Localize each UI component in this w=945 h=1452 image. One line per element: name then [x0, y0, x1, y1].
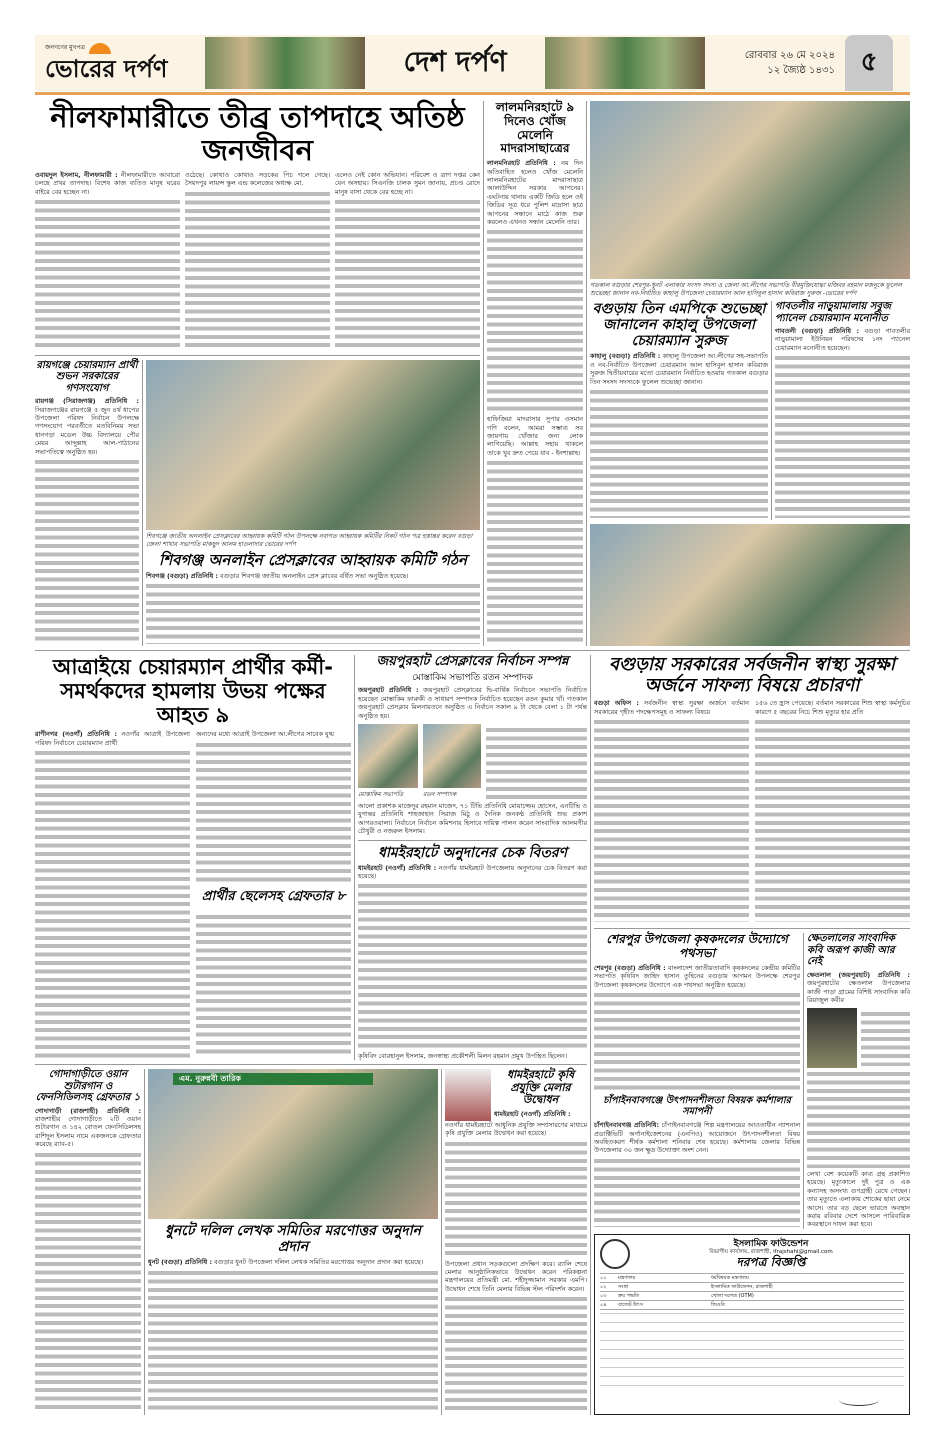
left-block [35, 101, 480, 646]
article-shibganj: শিবগঞ্জ (বগুড়া) প্রতিনিধি : বগুড়ার শিবগঞ্জ জাতীয় অনলাইন প্রেস ক্লাবের বর্ধিত সভা অনুষ্ঠিত হয়েছে। [146, 572, 480, 646]
bottom-right-block [594, 655, 910, 1415]
article-godagari: গোদাগাড়ী (রাজশাহী) প্রতিনিধি : রাজশাহীর গোদাগাড়ীতে ২টি ওয়ান শুটারগান ও ১৪২ বোতল ফেনসিডিলসহ রাশিদুল ইসলাম নামে একজনকে গ্রেফতার করেছে র‌্যাব-৫। [35, 1107, 141, 1416]
headline-dhunat: ধুনটে দলিল লেখক সমিতির মরণোত্তর অনুদান প্রদান [165, 1223, 421, 1256]
raiganj-block [35, 360, 139, 646]
date-gregorian: রোববার ২৬ মে ২০২৪ [744, 50, 835, 61]
headline-bogura-health: বগুড়ায় সরকারের সর্বজনীন স্বাস্থ্য সুরক্ষা অর্জনে সাফল্য বিষয়ে প্রচারণা [609, 654, 895, 696]
article-lalmonirhat: লালমনিরহাট প্রতিনিধি : নয় দিন অতিবাহিত হলেও খোঁজ মেলেনি লালমনিরহাটের মাদরাসাছাত্র আলাউদ্দিন সরকার আপনের। এঘটনায় থানায় একটি জিডি হলে ওই জিডির সূত্র ধরে পুলিশ মাদ্রাসা ছাত্র আপনের সন্ধানে মাঠে কাজ শুরু করলেও এখনও সন্ধান মেলেনি তার। হাফিজিয়া মাদরাসার সুপার ওসমান গণি বলেন, আমরা সম্ভাব্য সব জায়গায় খোঁজার জন্য লোক লাগিয়েছি। আল্লাহ সহায় থাকলে তাকে খুব দ্রুত পেয়ে যাব - ইনশাল্লাহ। [487, 159, 583, 646]
article-sherpur: শেরপুর (বগুড়া) প্রতিনিধি : বাংলাদেশ জাতীয়তাবাদি কৃষকদলের কেন্দ্রীয় কমিটির সভাপতি কৃষিবিদ জাহিদ হাসান তুহিনের বগুড়ায় আগমন উপলক্ষে শেরপুর উপজেলা কৃষকদলের উদ্যোগে এক পথসভা অনুষ্ঠিত হয়েছে। [594, 964, 800, 1093]
headline-chapai: চাঁপাইনবাবগঞ্জে উৎপাদনশীলতা বিষয়ক কর্মশালার সমাপনী [603, 1095, 791, 1118]
photo-dhunat-event [148, 1069, 438, 1219]
paper-logo: ভোরের দর্পণ [45, 53, 168, 83]
header-photo-farm [545, 37, 705, 89]
headline-godagari: গোদাগাড়ীতে ওয়ান শুটারগান ও ফেনসিডিলসহ গ্রেফতার ১ [35, 1069, 141, 1103]
headline-raiganj: রায়গঞ্জে চেয়ারম্যান প্রার্থী শুভন সরকারের গণসংযোগ [36, 359, 138, 394]
photo-secretary [423, 724, 481, 788]
article-gabtali: গাবতলী (বগুড়া) প্রতিনিধি : বগুড়া গাবতলীর নাড়ুয়ামালা ইউনিয়ন পরিষদের ১নং প্যানেল চেয়ারম্যান মনোনীত হয়েছেন। [775, 327, 910, 520]
foundation-seal-icon [600, 1239, 630, 1269]
divider [483, 101, 484, 646]
atrai-block [35, 655, 351, 1060]
divider [144, 1069, 145, 1415]
photo-caption: রতন সম্পাদক [423, 790, 457, 798]
photo-caption: গতকাল বগুড়ার শেরপুর-ধুনট এলাকার সংসদ সদস্য ও জেলা আ.লীগের সভাপতি বীরমুক্তিযোদ্ধা মজিবর রহমান মজনুকে ফুলেল শুভেচ্ছা জানান নব-নির্বাচিত কাহালু উপজেলা চেয়ারম্যান আল হাসিবুল হাসান কবিরাজ সুরুজ -ভোরের দর্পণ [590, 282, 902, 297]
kahalu-block [590, 301, 768, 520]
tender-title: দরপত্র বিজ্ঞপ্তি [736, 1255, 806, 1270]
headline-dhamoirhat-fair: ধামইরহাটে কৃষি প্রযুক্তি মেলার উদ্বোধন [506, 1068, 575, 1107]
article-dhamoirhat-cheque: ধামইরহাট (নওগাঁ) প্রতিনিধি : নওগাঁর ধামইরহাট উপজেলায় অনুদানের চেক বিতরণ করা হয়েছে। কৃষিবিদ বোরহানুল ইসলাম, জনস্বাস্থ্য প্রকৌশলী মিলন রহমান প্রমুখ উপস্থিত ছিলেন। [358, 863, 587, 1060]
shibganj-block [146, 360, 480, 646]
divider [35, 1064, 587, 1065]
article-raiganj: রায়গঞ্জ (সিরাজগঞ্জ) প্রতিনিধি : সিরাজগঞ্জের রায়গঞ্জে ৫ জুন ৪র্থ ধাপের উপজেলা পরিষদ নির্বাচন উপলক্ষে গণসংযোগ পরবর্তীতে মতবিনিময় সভা ধানগড়া মডেল উচ্চ বিদ্যালয়ে পৌর মেয়র আব্দুল্লাহ আল-পাঠানের সভাপতিত্বে অনুষ্ঠিত হয়। [35, 397, 139, 646]
photo-minister [445, 1069, 491, 1121]
bottom-left-block [35, 655, 587, 1415]
tender-row: ০১ মন্ত্রণালয় ধর্মবিষয়ক মন্ত্রণালয় [600, 1274, 904, 1283]
photo-football-team [590, 524, 910, 646]
joypurhat-block [358, 655, 587, 1060]
masthead-band [35, 35, 910, 91]
article-bogura-health-col1: বগুড়া অফিস : সর্বজনীন স্বাস্থ্য সুরক্ষা অর্জনে বর্তমান সরকারের গৃহীত পদক্ষেপসমূহ ও সাফল্য বিষয়ে [594, 699, 749, 924]
tender-table-rest [600, 1310, 904, 1390]
gabtali-block [775, 301, 910, 520]
divider [358, 840, 587, 841]
divider [803, 933, 804, 1228]
tender-row: ০২ সংস্থা ইসলামিক ফাউন্ডেশন, রাজশাহী [600, 1283, 904, 1292]
headline-khetlal: ক্ষেতলালের সাংবাদিক কবি অরূপ কাজী আর নেই [807, 933, 895, 968]
article-text-block [486, 724, 587, 802]
article-text-block [861, 1008, 910, 1068]
dhunat-block [148, 1069, 438, 1415]
headline-gabtali: গাবতলীর নাড়ুয়ামালায় সবুজ প্যানেল চেয়ারম্যান মনোনীত [775, 301, 891, 324]
subhead-joypurhat: মোস্তাকিম সভাপতি রতন সম্পাদক [412, 672, 533, 683]
event-banner: এম. নুরুন্নবী তারিক [173, 1073, 373, 1085]
sun-logo-icon [89, 43, 111, 54]
subhead-atrai: প্রার্থীর ছেলেসহ গ্রেফতার ৮ [201, 889, 346, 905]
photo-caption: মোস্তাকিম সভাপতি [358, 790, 404, 798]
divider [354, 655, 355, 1060]
tender-subtitle: বিভাগীয় কার্যালয়, রাজশাহী, ifrajshahi@gmail.com [709, 1249, 833, 1256]
section-title: দেশ দর্পণ [403, 44, 507, 78]
article-nilphamari-col1: ওবায়দুল ইসলাম, নীলফামারী : নীলফামারীতে আবারো চলছে প্রখর তাপদাহ। বিশেষ কাজ ব্যতিত মানুষ ঘরের বাইরে বের হচ্ছেন না। [35, 171, 180, 351]
photo-greeting-mp [590, 101, 910, 279]
headline-shibganj: শিবগঞ্জ অনলাইন প্রেসক্লাবের আহ্বায়ক কমিটি গঠন [159, 550, 467, 569]
article-atrai-col2: অন্যদের মধ্যে আত্রাই উপজেলা আ.লীগের সাবেক যুগ্ম প্রার্থীর ছেলেসহ গ্রেফতার ৮ [196, 730, 351, 1060]
photo-poet [807, 1008, 857, 1068]
paper-logo-block [45, 43, 195, 84]
headline-atrai: আত্রাইয়ে চেয়ারম্যান প্রার্থীর কর্মী-সমর্থকদের হামলায় উভয় পক্ষের আহত ৯ [53, 655, 333, 728]
photo-president [358, 724, 418, 788]
tender-table [600, 1273, 904, 1390]
lalmonirhat-block [487, 101, 583, 646]
article-dhamoirhat-fair: নওগাঁর ধামইরহাটে আধুনিক প্রযুক্তি সম্প্রসারণের মাধ্যমে কৃষি প্রযুক্তি মেলার উদ্বোধন করা হয়েছে। উপজেলা প্রধান সড়কগুলো প্রদক্ষিণ করে। র‌্যালি শেষে মেলার আনুষ্ঠানিকভাবে উদ্বোধন করেন পরিকল্পনা মন্ত্রণালয়ের প্রতিমন্ত্রী মো. শহীদুজ্জামান সরকার এমপি। উদ্বোধন শেষে তিনি মেলার বিভিন্ন স্টল পরিদর্শন করেন। [445, 1121, 587, 1415]
date-bangla: ১২ জ্যৈষ্ঠ ১৪৩১ [767, 65, 835, 76]
headline-sherpur: শেরপুর উপজেলা কৃষকদলের উদ্যোগে পথসভা [606, 932, 788, 961]
tagline: জনগণের মুখপত্র [45, 44, 85, 51]
header-photo-collage [205, 37, 365, 89]
article-text-block [807, 1068, 910, 1171]
article-khetlal: ক্ষেতলাল (জয়পুরহাট) প্রতিনিধি : জয়পুরহাটের ক্ষেতলাল উপজেলার কাজী পাড়া গ্রামের বিশিষ্ট সাংবাদিক কবি রিয়াজুল কবীর [807, 970, 910, 1005]
divider [771, 301, 772, 520]
article-kahalu: কাহালু (বগুড়া) প্রতিনিধি : কাহালু উপজেলা আ.লীগের সহ-সভাপতি ও নব-নির্বাচিত উপজেলা চেয়ারম্যান আল হাসিবুল হাসান কবিরাজ সুরুজ দ্বিতীয়বারের মতো চেয়ারম্যান নির্বাচিত হওয়ায় গতকাল বগুড়ার তিন সংসদ সদস্যকে ফুলেল শুভেচ্ছা জানান। [590, 352, 768, 520]
article-dhunat: ধুনট (বগুড়া) প্রতিনিধি : বগুড়ার ধুনট উপজেলা দলিল লেখক সমিতির মরণোত্তর অনুদান প্রদান করা হয়েছে। [148, 1258, 438, 1415]
tender-row: ০৪ বাজেট উৎস জিওবি [600, 1301, 904, 1310]
article-dhamoirhat-fair-byline: ধামইরহাট (নওগাঁ) প্রতিনিধি : [494, 1109, 571, 1118]
article-bogura-health-col2: ১৫৬ তে হ্রাস পেয়েছে। বর্তমান সরকারের শিশু স্বাস্থ্য কর্মসূচির কারণে ৫ বছরের নিচে শিশু মৃত্যুর হার প্রতি [755, 699, 910, 924]
divider [594, 928, 910, 929]
right-block [590, 101, 910, 646]
godagari-block [35, 1069, 141, 1415]
header-rule [35, 92, 910, 95]
divider [586, 101, 587, 646]
tender-org: ইসলামিক ফাউন্ডেশন [733, 1238, 809, 1249]
divider [142, 360, 143, 646]
divider [590, 655, 591, 1415]
article-joypurhat: জয়পুরহাট প্রতিনিধি : জয়পুরহাট প্রেসক্লাবের দ্বি-বার্ষিক নির্বাচনে সভাপতি নির্বাচিত হয়েছেন মোস্তাকিম ফারুকী ও সাধারণ সম্পাদক নির্বাচিত হয়েছেন রতন কুমার খাঁ। গতকাল জয়পুরহাট প্রেসক্লাব মিলনায়তনে অনুষ্ঠিত এ নির্বাচন সকাল ৯ টা থেকে বেলা ১ টা পর্যন্ত অনুষ্ঠিত হয়। [358, 686, 587, 720]
headline-lalmonirhat: লালমনিরহাটে ৯ দিনেও খোঁজ মেলেনি মাদরাসাছাত্রের [495, 100, 575, 156]
band-top [35, 101, 910, 646]
article-atrai-col1: রাণীনগর (নওগাঁ) প্রতিনিধি : নওগাঁর আত্রাই উপজেলা পরিষদ নির্বাচনে চেয়ারম্যান প্রার্থী [35, 730, 190, 1060]
signature-icon [839, 1394, 879, 1406]
headline-dhamoirhat-cheque: ধামইরহাটে অনুদানের চেক বিতরণ [377, 844, 568, 861]
date [715, 48, 835, 78]
article-khetlal-tail: লেখা বেশ কয়েকটি কাব্য গ্রন্থ প্রকাশিত হয়েছে। মৃত্যুকালে দুই পুত্র ও এক কন্যাসহ অসংখ্য গুণগ্রাহী রেখে গেছেন। তার মৃত্যুতে এলাকায় শোকের ছায়া নেমে আসে। তার বড় ছেলে ভারতে অবস্থান করায় রবিবার দেশে আসলে পারিবারিক কবরস্থানে দাফন করা হবে। [807, 1170, 910, 1229]
article-joypurhat-tail: আলো প্রকাশক মাজেদুর রহমান মাজেদ, ৭১ টিভি প্রতিনিধি মোয়াজ্জেম হোসেন, এনটিভি ও যুগান্তর প্রতিনিধি শাহজাহান সিরাজ মিঠু ও দৈনিক জনকণ্ঠ প্রতিনিধি শুভ প্রকাশ আগরওয়ালা। নির্বাচনে নির্বাচন কমিশনার হিসাবে দায়িত্ব পালন করেন সাংবাদিক আলমগীর চৌধুরী ও নজরুল ইসলাম। [358, 801, 587, 836]
khetlal-block [807, 933, 910, 1228]
band-bottom [35, 655, 910, 1415]
tender-row: ০৩ ক্রয় পদ্ধতি খোলা দরপত্র (OTM) [600, 1292, 904, 1301]
photo-caption: শিবগঞ্জে জাতীয় অনলাইন প্রেসক্লাবের আহ্বায়ক কমিটি গঠন উপলক্ষে নবাগত আহ্বায়ক কমিটির নিকট গঠন পত্র হস্তান্তর করেন বগুড়া জেলা শাখার সভাপতি মাকছুদ আলম হাওলাদার ভোরের দর্পণ [146, 532, 473, 548]
article-chapai: চাঁপাইনবাবগঞ্জ প্রতিনিধি: চাঁপাইনবাবগঞ্জে শিল্প মন্ত্রণালয়ের আওতাধীন ন্যাশনাল প্রডাক্টিভিটি অর্গানাইজেশনের (এনপিও) আয়োজনে উৎপাদনশীলতা বিষয় অবহিতকরণ শীর্ষক কর্মশালা শনিবার শেষ হয়েছে। কর্মশালায় জেলার বিভিন্ন উপজেলার ৩০ জন ক্ষুদ্র উদ্যোক্তা অংশ নেন। [594, 1121, 800, 1229]
divider [35, 355, 480, 356]
article-nilphamari-col3: এলেও নেই কোন অভিযান। পরিবেশ ও ত্রাণ দপ্তর কেন যেন অসহায়। সিএনজি চালক সুমন জানায়, প্রচণ্ড রোদে মানুষ বাসা থেকে বের হচ্ছে না। [335, 171, 480, 351]
dhamoirhat-fair-block [445, 1069, 587, 1415]
tender-notice [594, 1234, 910, 1415]
article-nilphamari-col2: ওঠেছে। কোথাও কোথাও সড়কের পিচ গলে গেছে। সৈয়দপুর লায়ন্স স্কুল এন্ড কলেজের অধ্যক্ষ মো. [185, 171, 330, 351]
headline-joypurhat: জয়পুরহাট প্রেসক্লাবের নির্বাচন সম্পন্ন [376, 654, 569, 669]
photo-shibganj-press [146, 360, 480, 530]
headline-kahalu: বগুড়ায় তিন এমপিকে শুভেচ্ছা জানালেন কাহালু উপজেলা চেয়ারম্যান সুরুজ [592, 301, 766, 350]
page-number: ৫ [845, 35, 893, 91]
divider [441, 1069, 442, 1415]
headline-nilphamari: নীলফামারীতে তীব্র তাপদাহে অতিষ্ঠ জনজীবন [50, 100, 465, 168]
divider [35, 650, 910, 651]
